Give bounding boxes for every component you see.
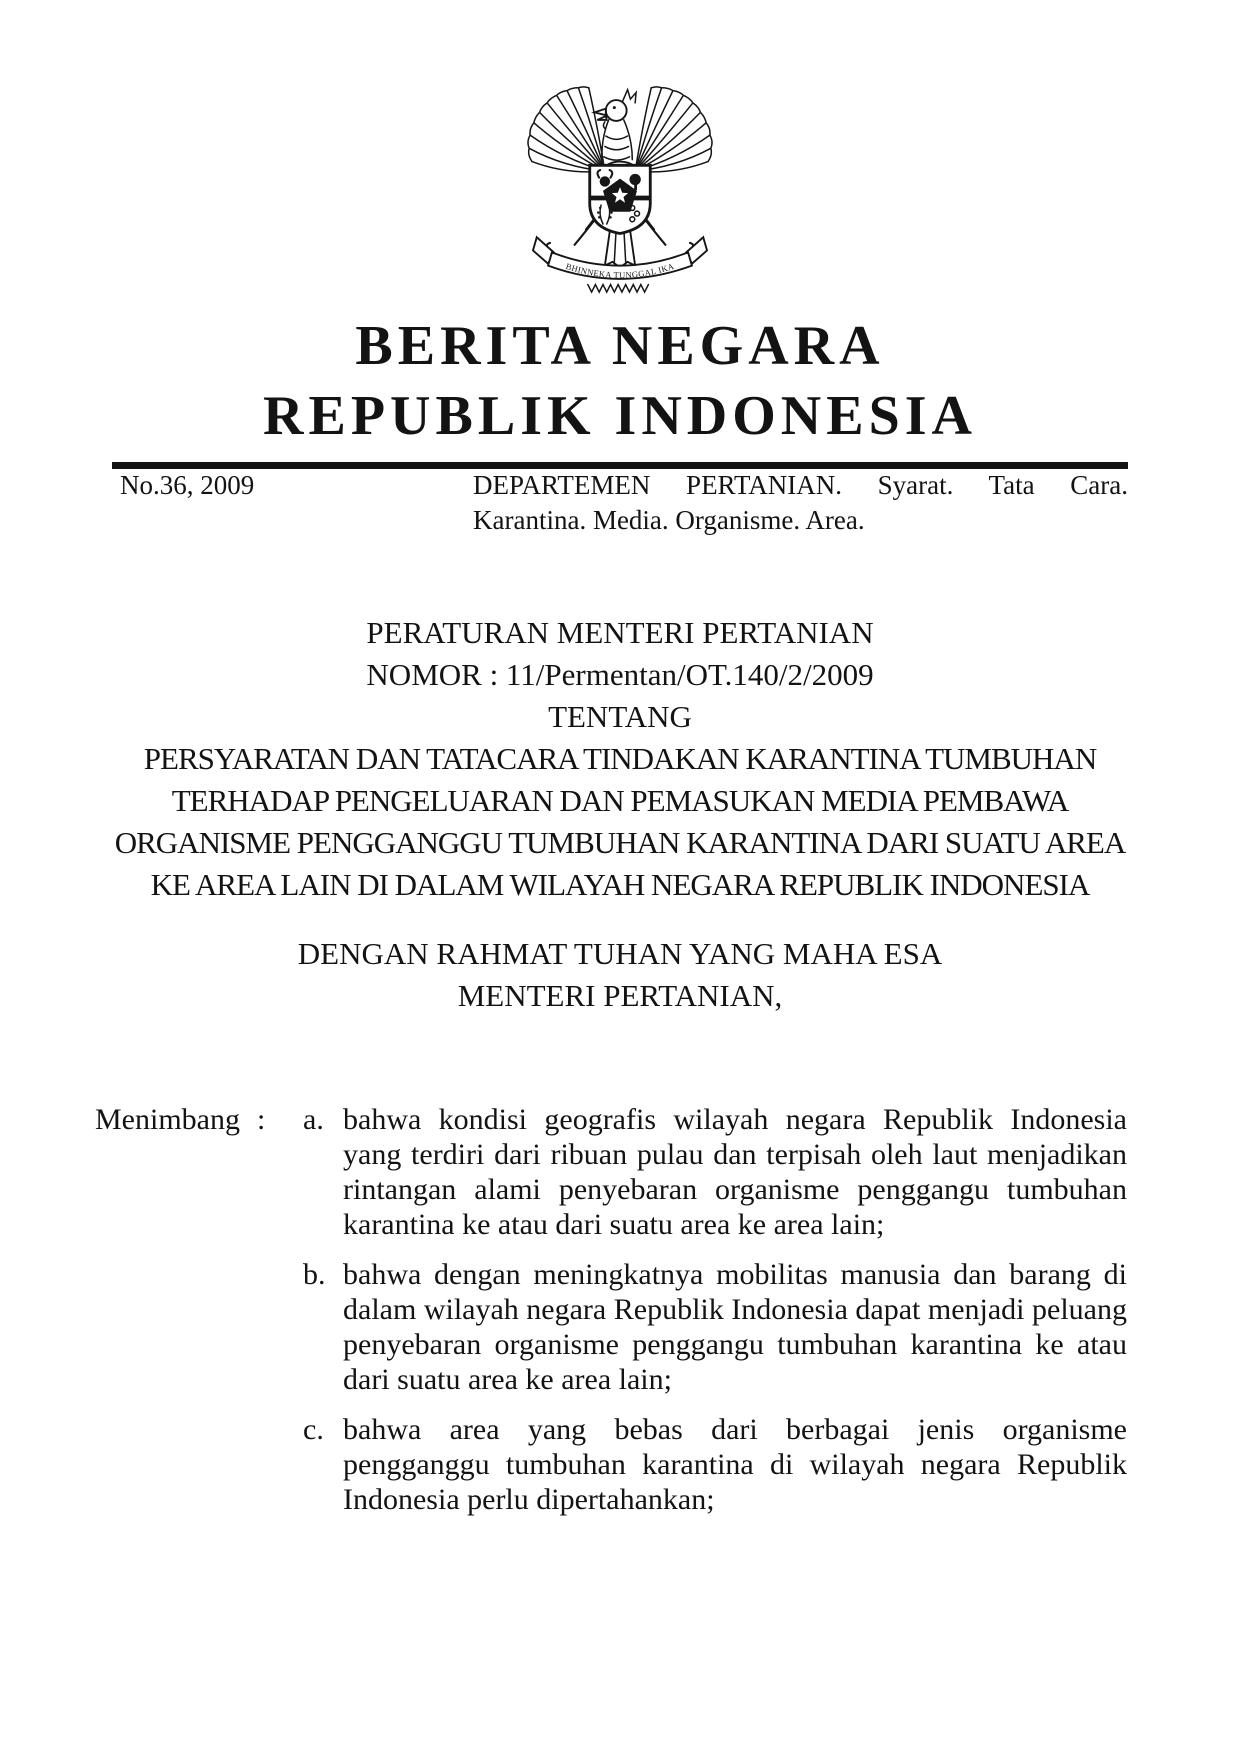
item-text: bahwa area yang bebas dari berbagai jenis organisme pengganggu tumbuhan karantina di wilayah negara Republik Indonesia perlu dipertahankan; (343, 1413, 1127, 1516)
official-line: MENTERI PERTANIAN, (457, 978, 783, 1013)
item-text: bahwa kondisi geografis wilayah negara Republik Indonesia yang terdiri dari ribuan pulau dan terpisah oleh laut menjadikan rintangan alami penyebaran organisme penggangu tumbuhan karantina ke atau dari suatu area ke area lain; (343, 1103, 1127, 1241)
considerations-list (303, 1102, 1127, 1517)
invocation-block (0, 933, 1240, 1017)
considerations-label: Menimbang (95, 1103, 240, 1136)
emblem-motto: BHINNEKA TUNGGAL IKA (564, 260, 676, 280)
item-marker: a. (303, 1103, 324, 1136)
consideration-item (303, 1102, 1127, 1242)
item-marker: b. (303, 1258, 326, 1291)
gazette-title (0, 311, 1240, 451)
regulation-subject-line: TERHADAP PENGELUARAN DAN PEMASUKAN MEDIA PEMBAWA (171, 783, 1069, 818)
gazette-title-line2: REPUBLIK INDONESIA (263, 385, 977, 447)
issue-number: No.36, 2009 (120, 470, 255, 500)
considerations-section (95, 1102, 1127, 1517)
subject-abstract: DEPARTEMEN PERTANIAN. Syarat. Tata Cara. Karantina. Media. Organisme. Area. (473, 470, 1128, 535)
consideration-item (303, 1257, 1127, 1397)
regulation-subject-line: ORGANISME PENGGANGGU TUMBUHAN KARANTINA DARI SUATU AREA (114, 825, 1126, 860)
item-text: bahwa dengan meningkatnya mobilitas manusia dan barang di dalam wilayah negara Republik Indonesia dapat menjadi peluang penyebaran organisme penggangu tumbuhan karantina ke atau dari suatu area ke area lain; (343, 1258, 1127, 1396)
consideration-item (303, 1412, 1127, 1517)
item-marker: c. (303, 1413, 324, 1446)
regulation-number: NOMOR : 11/Permentan/OT.140/2/2009 (366, 657, 874, 692)
tentang-label: TENTANG (548, 699, 692, 734)
invocation-line: DENGAN RAHMAT TUHAN YANG MAHA ESA (297, 936, 943, 971)
regulation-subject-line: KE AREA LAIN DI DALAM WILAYAH NEGARA REPUBLIK INDONESIA (150, 867, 1090, 902)
regulation-heading (0, 612, 1240, 906)
garuda-emblem-svg (522, 84, 718, 294)
gazette-title-line1: BERITA NEGARA (355, 315, 885, 377)
garuda-pancasila-emblem (522, 84, 718, 294)
regulation-subject-line: PERSYARATAN DAN TATACARA TINDAKAN KARANTINA TUMBUHAN (143, 741, 1097, 776)
regulation-type: PERATURAN MENTERI PERTANIAN (366, 615, 874, 650)
considerations-separator: : (257, 1103, 266, 1136)
